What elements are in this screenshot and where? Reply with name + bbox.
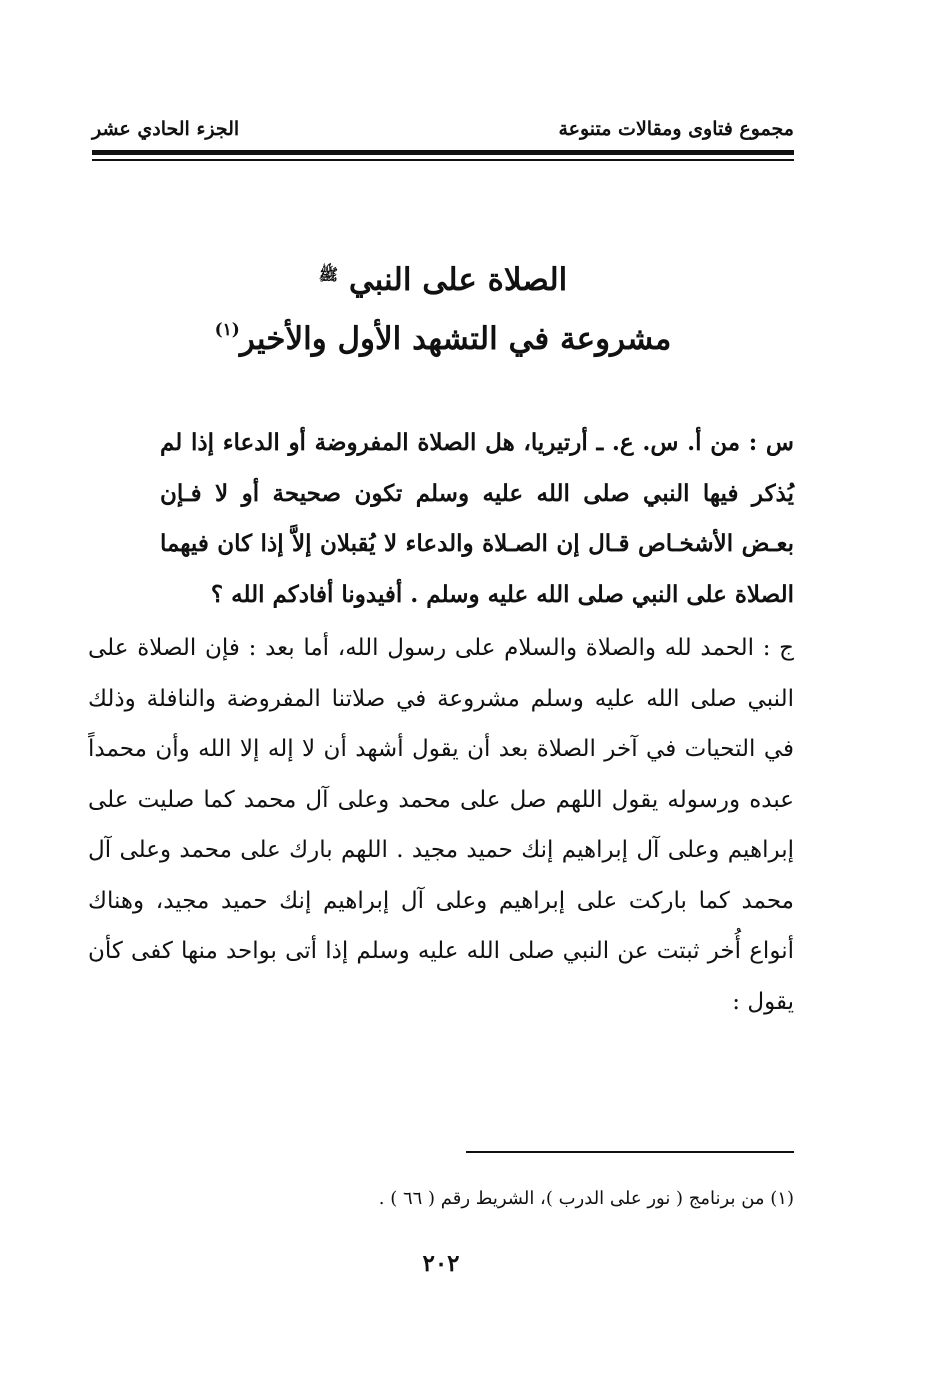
footnote: (١) من برنامج ( نور على الدرب )، الشريط رقم ( ٦٦ ) . (378, 1188, 794, 1209)
answer-paragraph: ج : الحمد لله والصلاة والسلام على رسول الله، أما بعد : فإن الصلاة على النبي صلى الله عليه وسلم مشروعة في صلاتنا المفروضة والنافلة وذلك في التحيات في آخر الصلاة بعد أن يقول أشهد أن لا إله إلا الله وأن محمداً عبده ورسوله يقول اللهم صل على محمد وعلى آل محمد كما صليت على إبراهيم وعلى آل إبراهيم إنك حميد مجيد . اللهم بارك على محمد وعلى آل محمد كما باركت على إبراهيم وعلى آل إبراهيم إنك حميد مجيد، وهناك أنواع أُخر ثبتت عن النبي صلى الله عليه وسلم إذا أتى بواحد منها كفى كأن يقول : (88, 635, 794, 1015)
footnote-separator (466, 1151, 794, 1153)
header-rule-thick (92, 150, 794, 155)
title-line-1 (92, 250, 794, 305)
running-header (92, 114, 794, 144)
body-text (88, 418, 794, 1027)
page-number: ٢٠٢ (422, 1250, 460, 1277)
title-line-2 (92, 305, 794, 364)
footnote-reference: (١) (214, 320, 240, 340)
honorific-mark: ﷺ (318, 265, 339, 284)
volume-label: الجزء الحادي عشر (92, 118, 240, 140)
article-title (92, 250, 794, 364)
title-line-2-text: مشروعة في التشهد الأول والأخير (239, 321, 672, 357)
book-title: مجموع فتاوى ومقالات متنوعة (558, 118, 794, 140)
question-paragraph: س : من أ. س. ع. ـ أرتيريا، هل الصلاة المفروضة أو الدعاء إذا لم يُذكر فيها النبي صلى الله عليه وسلم تكون صحيحة أو لا فـإن بعـض الأشخـاص قـال إن الصـلاة والدعاء لا يُقبلان إلاَّ إذا كان فيهما الصلاة على النبي صلى الله عليه وسلم . أفيدونا أفادكم الله ؟ (160, 429, 794, 608)
title-line-1-text: الصلاة على النبي (348, 262, 568, 298)
header-rule-thin (92, 159, 794, 161)
